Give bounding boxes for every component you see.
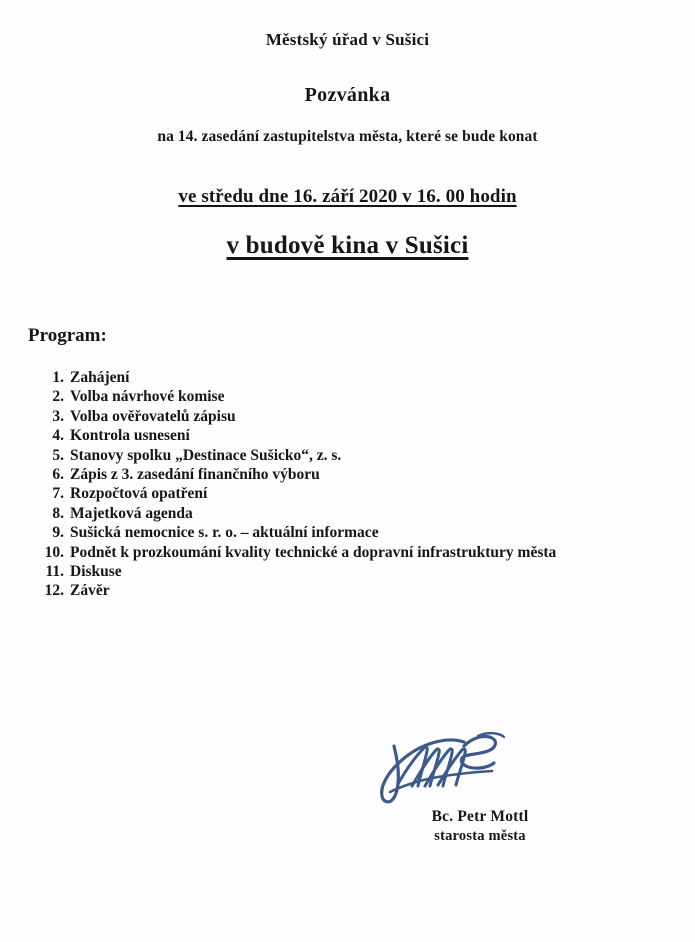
- agenda-item-label: Zahájení: [70, 369, 130, 386]
- agenda-item-label: Zápis z 3. zasedání finančního výboru: [70, 465, 320, 483]
- agenda-item: [28, 446, 668, 465]
- agenda-item-label: Sušická nemocnice s. r. o. – aktuální informace: [70, 524, 379, 542]
- agenda-item-number: 5.: [52, 446, 64, 464]
- agenda-item: [28, 387, 668, 406]
- agenda-item-label: Podnět k prozkoumání kvality technické a dopravní infrastruktury města: [70, 543, 557, 561]
- datetime-line: [0, 186, 695, 208]
- agenda-item: [28, 504, 668, 523]
- agenda-item: [28, 562, 668, 581]
- agenda-list: [28, 368, 668, 601]
- agenda-item-number: 12.: [44, 582, 64, 600]
- signatory-role: starosta města: [434, 828, 526, 844]
- datetime-text: ve středu dne 16. září 2020 v 16. 00 hodin: [178, 186, 517, 207]
- agenda-item: [28, 407, 668, 426]
- agenda-item-label: Majetková agenda: [70, 504, 193, 522]
- venue-line: [0, 232, 695, 260]
- agenda-item-number: 7.: [52, 485, 64, 503]
- handwritten-signature-icon: [368, 730, 518, 808]
- agenda-item-label: Diskuse: [70, 562, 122, 580]
- agenda-item-number: 3.: [52, 407, 64, 425]
- agenda-item-label: Volba ověřovatelů zápisu: [70, 407, 236, 425]
- agenda-item-label: Závěr: [70, 582, 110, 600]
- session-subtitle: na 14. zasedání zastupitelstva města, které se bude konat: [157, 128, 538, 145]
- agenda-item-label: Kontrola usnesení: [70, 427, 190, 445]
- agenda-item: [28, 581, 668, 600]
- agenda-item: [28, 484, 668, 503]
- agenda-item-number: 10.: [44, 543, 64, 561]
- agenda-item-number: 4.: [52, 427, 64, 445]
- agenda-item: [28, 426, 668, 445]
- agenda-item: [28, 543, 668, 562]
- office-title: Městský úřad v Sušici: [265, 30, 430, 49]
- agenda-item-number: 1.: [52, 369, 64, 386]
- invitation-heading: Pozvánka: [304, 84, 391, 106]
- agenda-item-label: Rozpočtová opatření: [70, 485, 208, 503]
- agenda-item-number: 2.: [52, 388, 64, 406]
- agenda-item-number: 8.: [52, 504, 64, 522]
- agenda-item: [28, 368, 668, 387]
- agenda-item-label: Stanovy spolku „Destinace Sušicko“, z. s.: [70, 446, 342, 464]
- agenda-item-number: 9.: [52, 524, 64, 542]
- program-heading: Program:: [28, 325, 107, 346]
- agenda-item: [28, 523, 668, 542]
- agenda-item-number: 6.: [52, 465, 64, 483]
- venue-text: v budově kina v Sušici: [226, 232, 469, 259]
- agenda-item: [28, 465, 668, 484]
- signatory-name: Bc. Petr Mottl: [431, 808, 529, 825]
- agenda-item-number: 11.: [45, 562, 64, 580]
- agenda-item-label: Volba návrhové komise: [70, 388, 225, 406]
